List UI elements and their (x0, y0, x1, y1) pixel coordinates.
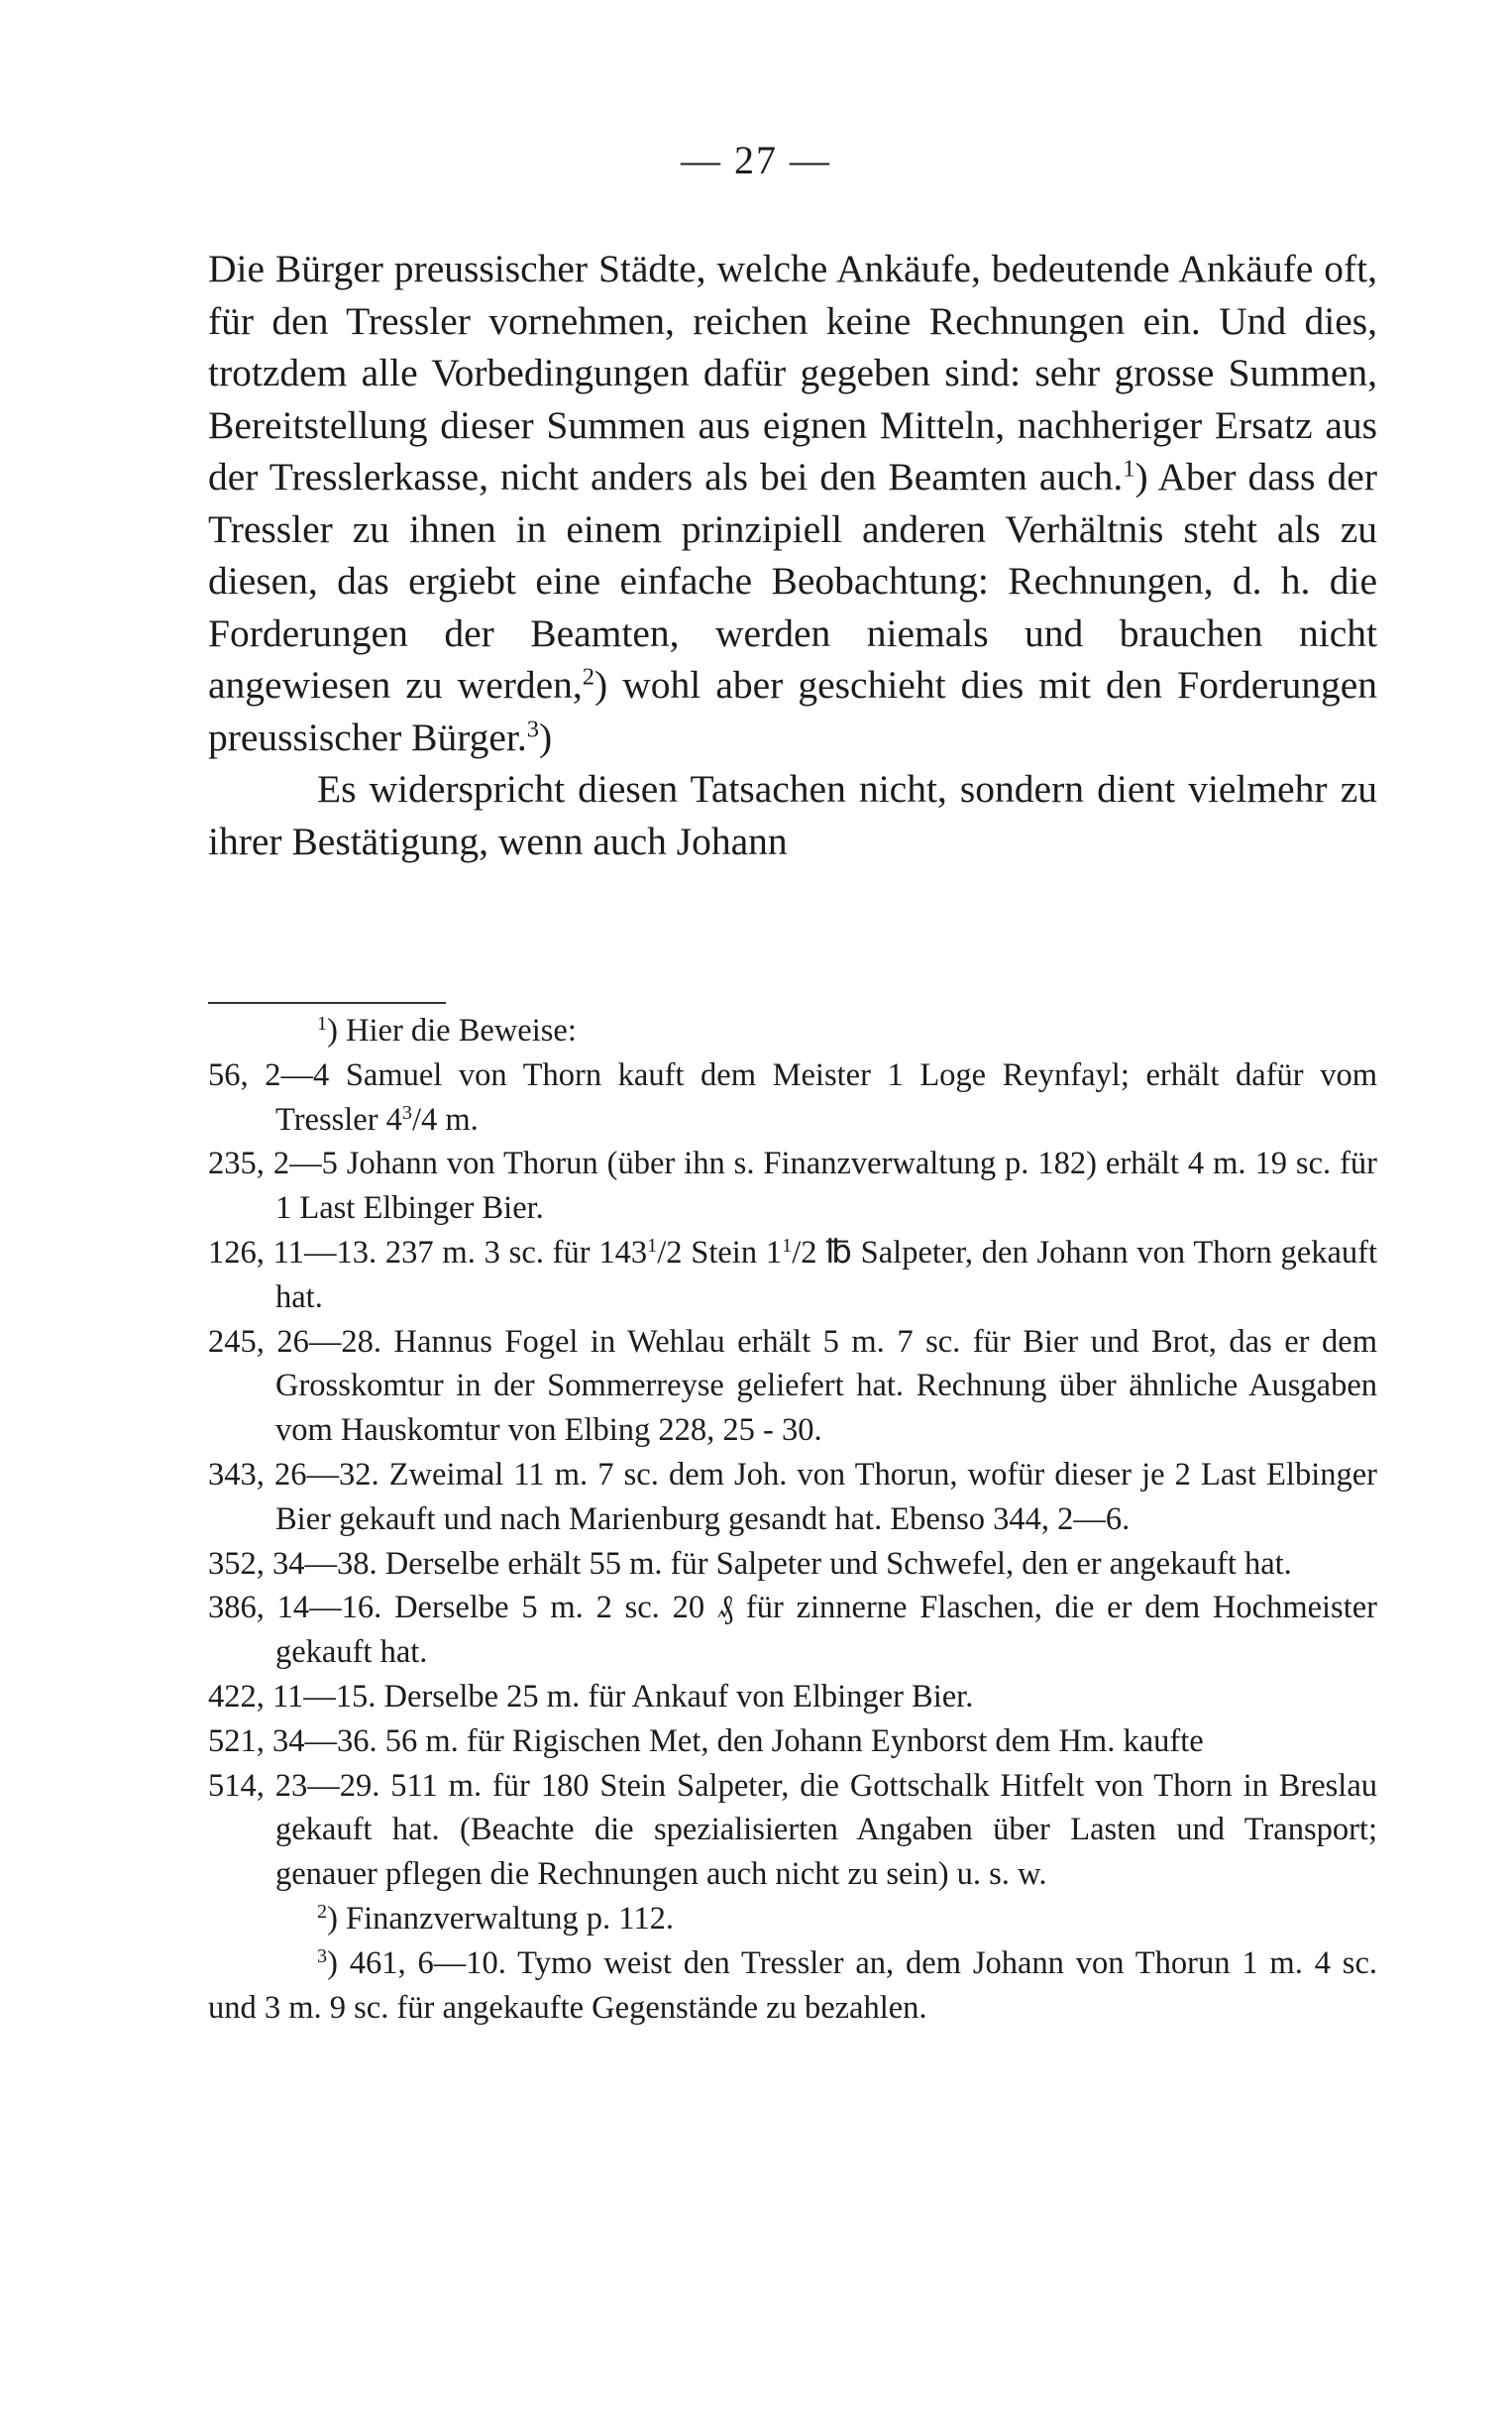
fraction-numerator: 3 (401, 1101, 412, 1124)
footnote-entry: 386, 14—16. Derselbe 5 m. 2 sc. 20 ₰ für zinnerne Flaschen, die er dem Hochmeister gekauft hat. (208, 1590, 1377, 1671)
fraction-numerator: 1 (782, 1234, 793, 1257)
footnote-entry: 245, 26—28. Hannus Fogel in Wehlau erhält 5 m. 7 sc. für Bier und Brot, das er dem Grosskomtur in der Sommerreyse geliefert hat. Rechnung über ähnliche Ausgaben vom Hauskomtur von Elbing 228, 25 - 30. (208, 1323, 1377, 1449)
footnote-marker: 1 (317, 1012, 328, 1035)
footnote-entry: 235, 2—5 Johann von Thorun (über ihn s. Finanzverwaltung p. 182) erhält 4 m. 19 sc. für 1 Last Elbinger Bier. (208, 1146, 1377, 1227)
entry-text: 126, 11—13. 237 m. 3 sc. für 143 (208, 1234, 648, 1271)
footnote-entry: 521, 34—36. 56 m. für Rigischen Met, den Johann Eynborst dem Hm. kaufte (208, 1722, 1204, 1759)
footnote-2 (208, 1897, 1377, 1941)
footnote-marker: 3 (317, 1944, 328, 1967)
paragraph-text: ) (539, 715, 553, 759)
footnote-entry: 343, 26—32. Zweimal 11 m. 7 sc. dem Joh. von Thorun, wofür dieser je 2 Last Elbinger Bier gekauft und nach Marienburg gesandt hat. Ebenso 344, 2—6. (208, 1456, 1377, 1537)
footnote-ref: 3 (526, 716, 540, 743)
entry-text: 56, 2—4 Samuel von Thorn kauft dem Meister 1 Loge Reynfayl; erhält dafür vom Tressler 4 (208, 1056, 1377, 1138)
entry-text: /2 ℔ Salpeter, den Johann von Thorn gekauft hat. (275, 1234, 1377, 1315)
paragraph-text: Die Bürger preussischer Städte, welche Ankäufe, bedeutende Ankäufe oft, für den Tressler vornehmen, reichen keine Rechnungen ein. Und dies, trotzdem alle Vorbedingungen dafür gegeben sind: sehr grosse Summen, Bereitstellung dieser Summen aus eignen Mitteln, nachheriger Ersatz aus der Tresslerkasse, nicht anders als bei den Beamten auch. (208, 247, 1377, 498)
footnote-rule (208, 1002, 446, 1004)
footnote-entry: 514, 23—29. 511 m. für 180 Stein Salpeter, die Gottschalk Hitfelt von Thorn in Breslau gekauft hat. (Beachte die spezialisierten Angaben über Lasten und Transport; genauer pflegen die Rechnungen auch nicht zu sein) u. s. w. (208, 1767, 1377, 1893)
footnote-entry (208, 1231, 1377, 1320)
footnote-entry: 352, 34—38. Derselbe erhält 55 m. für Salpeter und Schwefel, den er angekauft hat. (208, 1545, 1292, 1582)
paragraph-text: ) wohl aber geschieht dies mit den Forderungen preussischer Bürger. (208, 663, 1377, 759)
entry-text: /4 m. (411, 1101, 479, 1138)
fraction-numerator: 1 (647, 1234, 658, 1257)
footnote-text: ) Hier die Beweise: (327, 1013, 577, 1049)
entry-text: /2 Stein 1 (657, 1234, 783, 1271)
footnotes (208, 1009, 1377, 2030)
footnote-text: ) Finanzverwaltung p. 112. (327, 1900, 674, 1937)
footnote-3 (208, 1941, 1377, 2031)
page-number: — 27 — (681, 138, 831, 182)
footnote-ref: 1 (1123, 455, 1135, 483)
footnote-1-intro (208, 1009, 1377, 1053)
paragraph: Es widerspricht diesen Tatsachen nicht, sondern dient vielmehr zu ihrer Bestätigung, wenn auch Johann (208, 767, 1377, 863)
footnote-entry (208, 1053, 1377, 1143)
paragraph (208, 243, 1377, 763)
footnote-text: ) 461, 6—10. Tymo weist den Tressler an, dem Johann von Thorun 1 m. 4 sc. und 3 m. 9 sc. für angekaufte Gegenstände zu bezahlen. (208, 1944, 1377, 2026)
footnote-entry: 422, 11—15. Derselbe 25 m. für Ankauf von Elbinger Bier. (208, 1678, 974, 1715)
footnote-ref: 2 (582, 663, 595, 691)
paragraph-text: ) Aber dass der Tressler zu ihnen in einem prinzipiell anderen Verhältnis steht als zu diesen, das ergiebt eine einfache Beobachtung: Rechnungen, d. h. die Forderungen der Beamten, werden niemals und brauchen nicht angewiesen zu werden, (208, 455, 1377, 707)
footnote-marker: 2 (317, 1900, 328, 1923)
body-text (208, 243, 1377, 867)
